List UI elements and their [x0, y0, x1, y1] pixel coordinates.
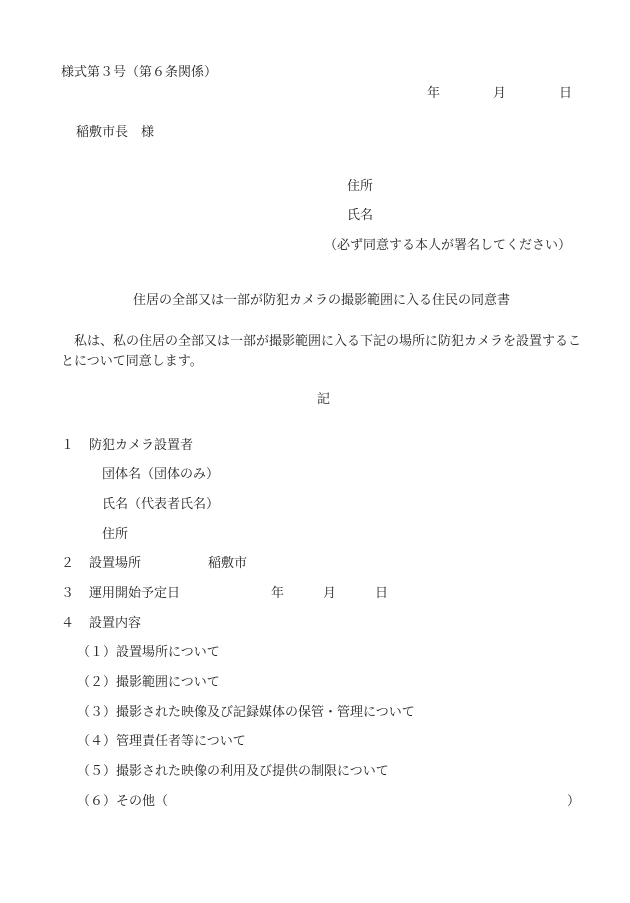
item3-year: 年	[271, 586, 285, 601]
form-number-label: 様式第３号（第６条関係）	[61, 65, 218, 80]
signer-name-label: 氏名	[347, 208, 374, 223]
item4-subitem: （５）撮影された映像の利用及び提供の制限について	[77, 764, 389, 779]
item4-subitem: （２）撮影範囲について	[77, 675, 220, 690]
document-body: 私は、私の住居の全部又は一部が撮影範囲に入る下記の場所に防犯カメラを設置することについて同意します。	[61, 334, 582, 369]
document-title: 住居の全部又は一部が防犯カメラの撮影範囲に入る住民の同意書	[133, 293, 511, 308]
item1-label: 防犯カメラ設置者	[89, 438, 194, 453]
item2-value: 稲敷市	[208, 556, 248, 571]
signer-address-label: 住所	[347, 179, 374, 194]
item1-group-name: 団体名（団体のみ）	[102, 467, 220, 482]
item4-label: 設置内容	[89, 616, 142, 631]
item1-number: １	[61, 438, 75, 453]
item2-label: 設置場所	[89, 556, 142, 571]
item4-subitem: （６）その他（	[77, 794, 169, 809]
item3-month: 月	[323, 586, 337, 601]
item1-address: 住所	[102, 527, 129, 542]
signer-note: （必ず同意する本人が署名してください）	[324, 238, 572, 253]
item3-number: ３	[61, 586, 75, 601]
date-month-label: 月	[493, 86, 507, 101]
item4-subitem: （３）撮影された映像及び記録媒体の保管・管理について	[77, 705, 415, 720]
item2-number: ２	[61, 556, 75, 571]
addressee: 稲敷市長 様	[76, 125, 155, 140]
item4-other-close-paren: ）	[567, 794, 581, 809]
item4-subitem: （４）管理責任者等について	[77, 734, 246, 749]
item3-label: 運用開始予定日	[89, 586, 181, 601]
date-year-label: 年	[427, 86, 441, 101]
ki-heading: 記	[317, 392, 331, 407]
item1-rep-name: 氏名（代表者氏名）	[102, 497, 220, 512]
date-day-label: 日	[559, 86, 573, 101]
item4-number: ４	[61, 616, 75, 631]
item4-subitem: （１）設置場所について	[77, 645, 220, 660]
item3-day: 日	[375, 586, 389, 601]
